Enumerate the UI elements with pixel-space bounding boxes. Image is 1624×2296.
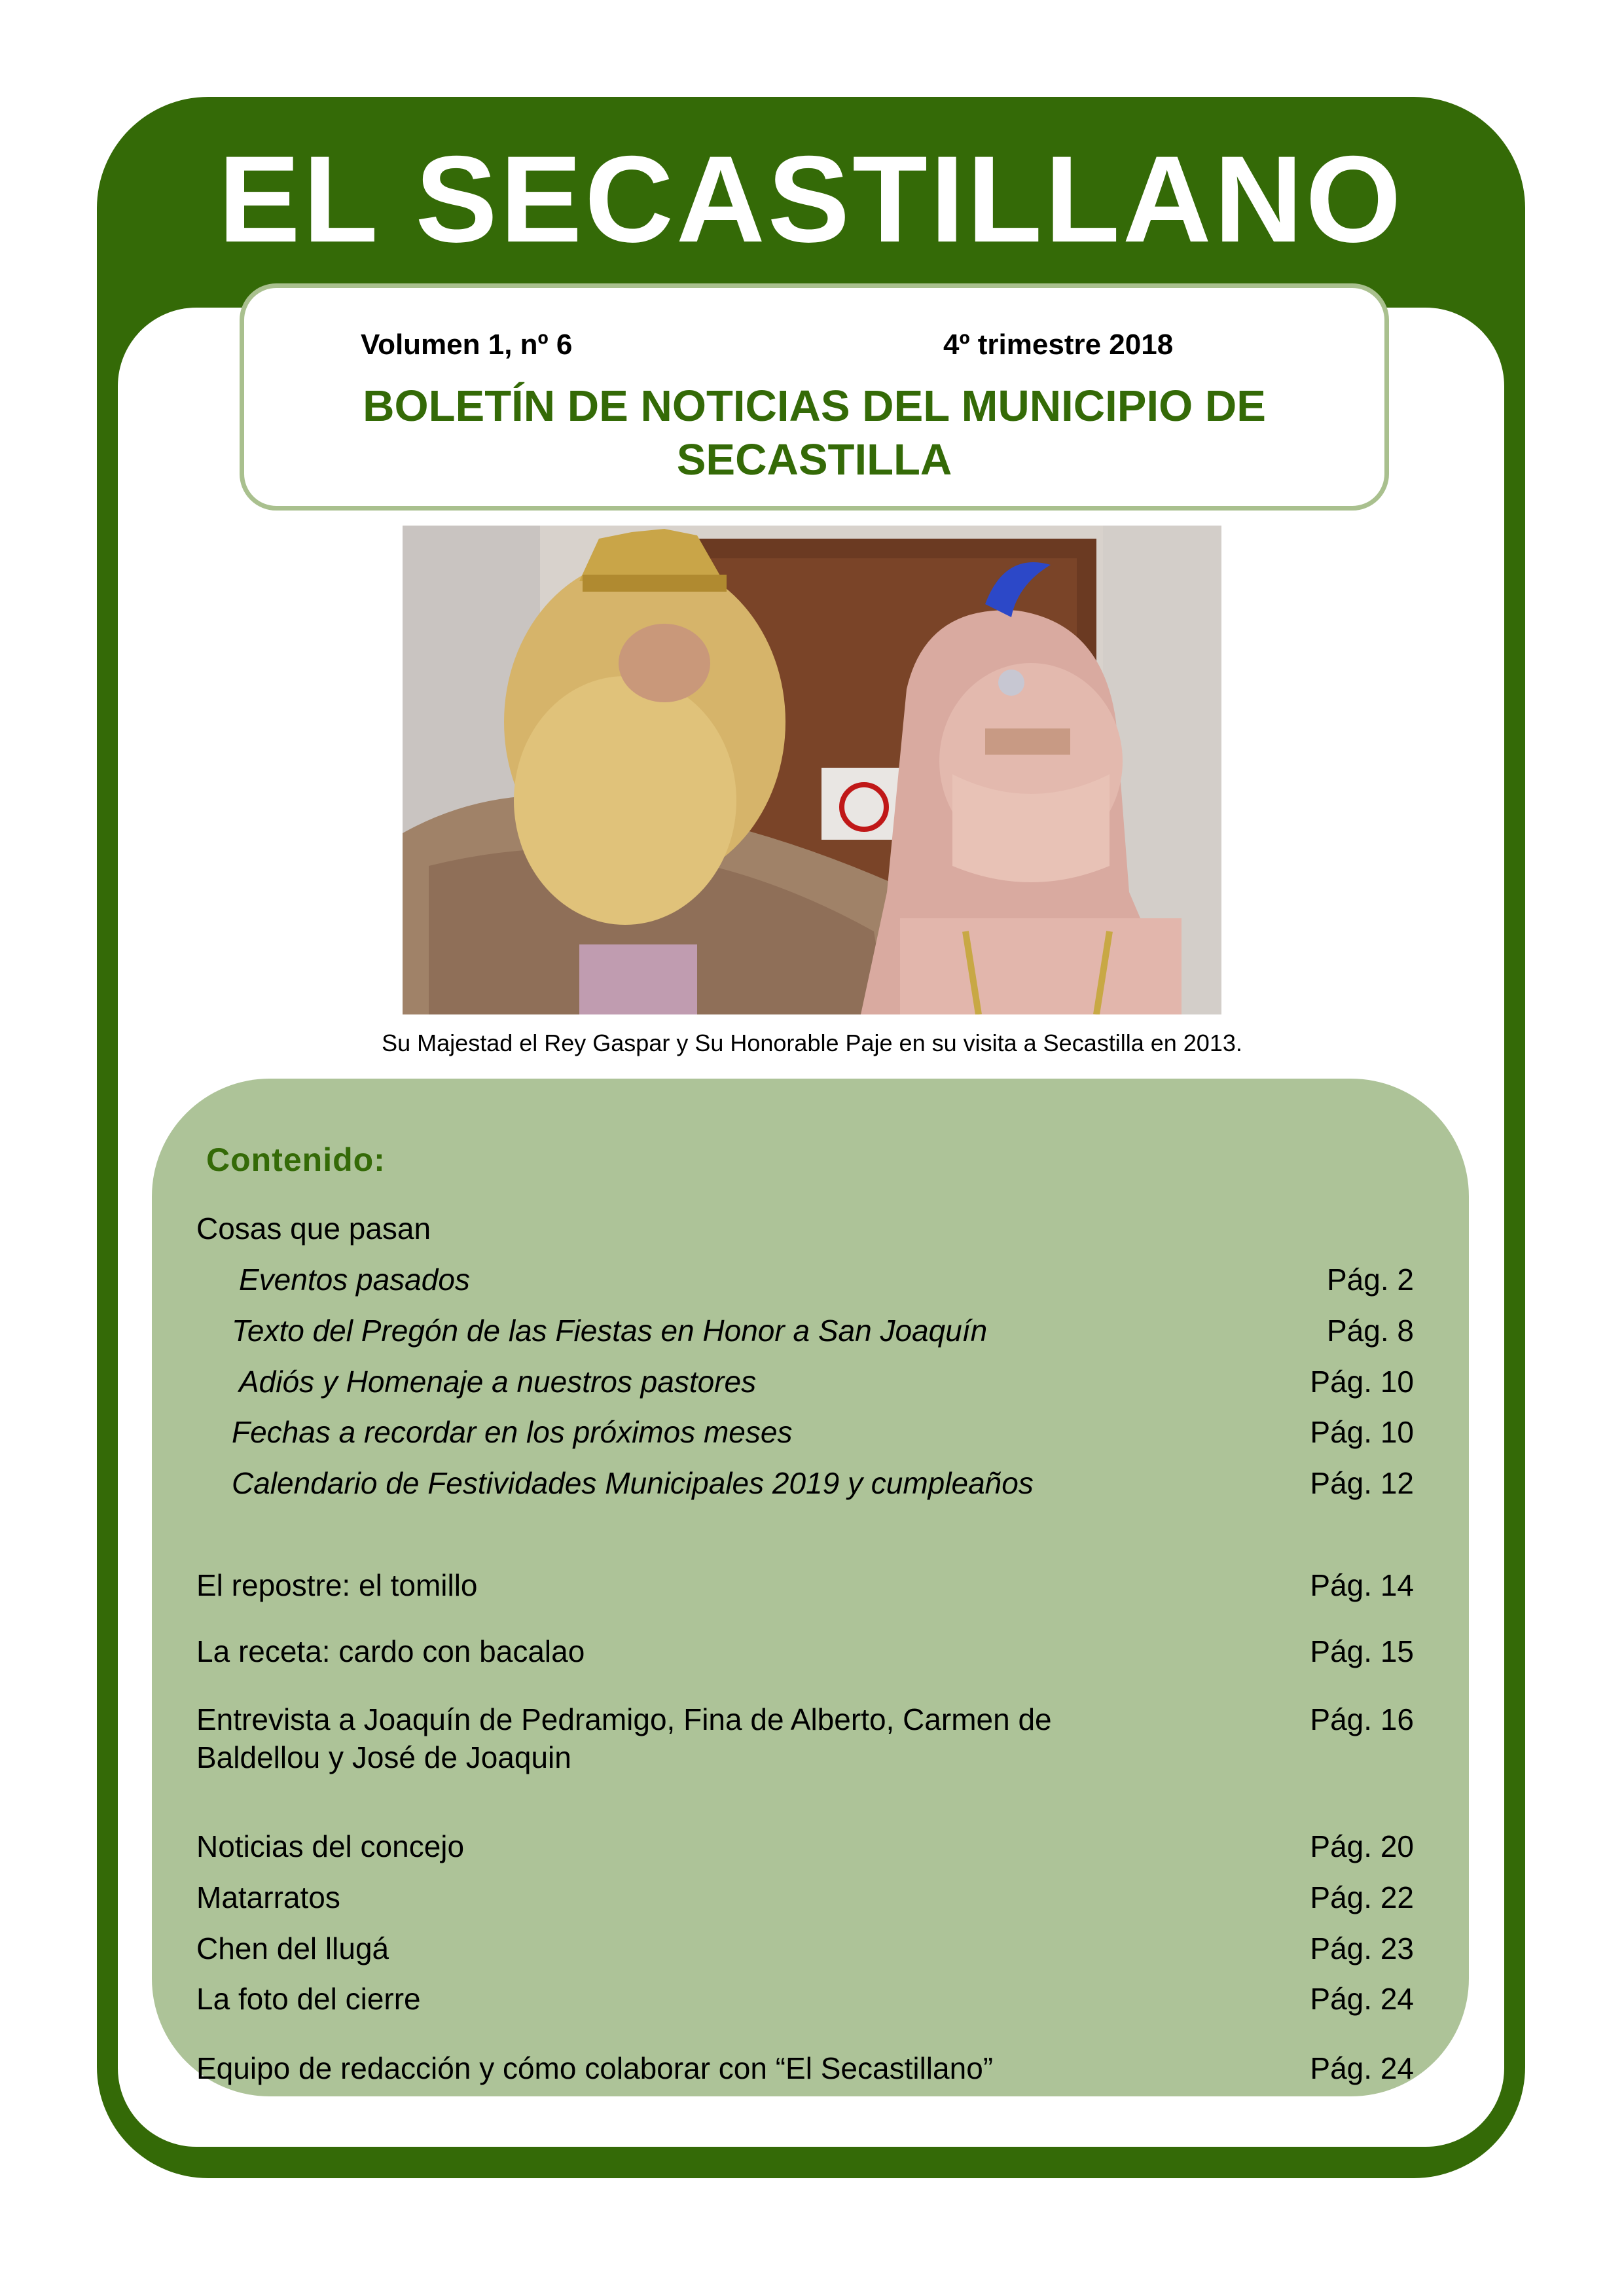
toc-item-page: Pág. 24: [1310, 2051, 1414, 2085]
photo-caption: Su Majestad el Rey Gaspar y Su Honorable Paje en su visita a Secastilla en 2013.: [382, 1030, 1242, 1056]
contents-heading: Contenido:: [206, 1141, 386, 1178]
cover-photo: [403, 526, 1221, 1014]
toc-item-title: Calendario de Festividades Municipales 2019 y cumpleaños: [232, 1466, 1034, 1500]
masthead-title: EL SECASTILLANO: [218, 130, 1404, 268]
quarter-label: 4º trimestre 2018: [943, 329, 1174, 361]
toc-item-page: Pág. 12: [1310, 1466, 1414, 1500]
toc-item-title: La receta: cardo con bacalao: [196, 1634, 585, 1668]
toc-item-page: Pág. 16: [1310, 1702, 1414, 1736]
toc-item-page: Pág. 2: [1327, 1263, 1414, 1297]
toc-item-page: Pág. 24: [1310, 1982, 1414, 2016]
volume-label: Volumen 1, nº 6: [361, 329, 573, 361]
toc-item-title: El repostre: el tomillo: [196, 1568, 478, 1602]
toc-item-page: Pág. 20: [1310, 1829, 1414, 1863]
issue-header-box: [240, 283, 1389, 511]
toc-item-title: Chen del llugá: [196, 1931, 389, 1965]
toc-item-page: Pág. 8: [1327, 1314, 1414, 1348]
toc-item-title: Noticias del concejo: [196, 1829, 465, 1863]
toc-item-title: Eventos pasados: [239, 1263, 470, 1297]
subtitle-line-1: BOLETÍN DE NOTICIAS DEL MUNICIPIO DE: [363, 382, 1266, 431]
subtitle-line-2: SECASTILLA: [676, 435, 952, 484]
toc-item-page: Pág. 22: [1310, 1880, 1414, 1914]
toc-item-page: Pág. 23: [1310, 1931, 1414, 1965]
toc-item-title: La foto del cierre: [196, 1982, 421, 2016]
bulletin-subtitle: [244, 380, 1384, 487]
toc-item-title: Cosas que pasan: [196, 1211, 431, 1246]
toc-item-page: Pág. 14: [1310, 1568, 1414, 1602]
toc-item-title: Entrevista a Joaquín de Pedramigo, Fina de Alberto, Carmen de Baldellou y José de Joaquin: [196, 1702, 1052, 1774]
toc-item-title: Adiós y Homenaje a nuestros pastores: [239, 1365, 757, 1399]
toc-item-title: Matarratos: [196, 1880, 340, 1914]
toc-item-page: Pág. 10: [1310, 1365, 1414, 1399]
toc-item-page: Pág. 10: [1310, 1415, 1414, 1449]
toc-item-title: Equipo de redacción y cómo colaborar con “El Secastillano”: [196, 2051, 994, 2085]
toc-item-page: Pág. 15: [1310, 1634, 1414, 1668]
toc-item-title: Texto del Pregón de las Fiestas en Honor a San Joaquín: [232, 1314, 988, 1348]
toc-item-title: Fechas a recordar en los próximos meses: [232, 1415, 793, 1449]
